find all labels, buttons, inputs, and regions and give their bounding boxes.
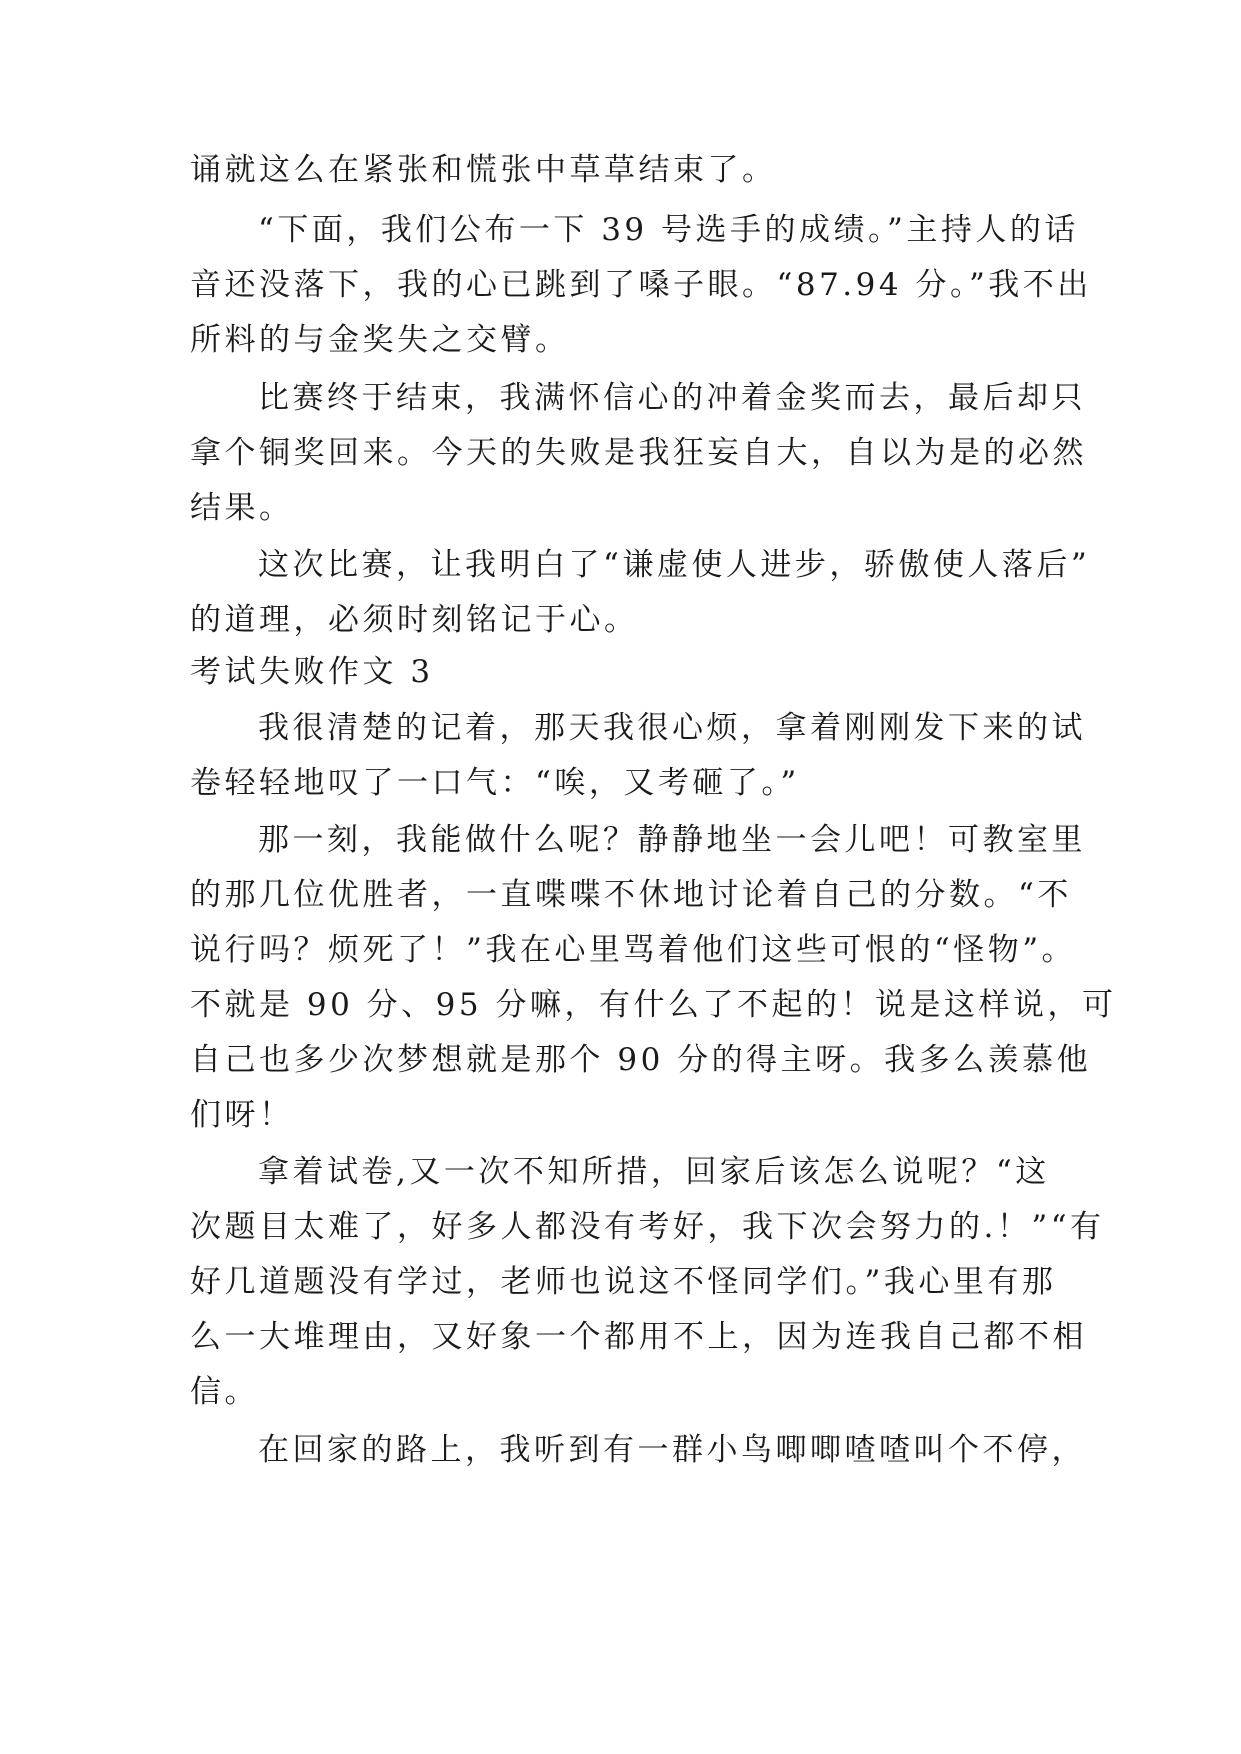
paragraph-first-line: 那一刻，我能做什么呢？静静地坐一会儿吧！可教室里 [258, 822, 1086, 858]
paragraph-first-line: 我很清楚的记着，那天我很心烦，拿着刚刚发下来的试 [258, 710, 1086, 746]
paragraph-first-line: 这次比赛，让我明白了“谦虚使人进步，骄傲使人落后” [258, 547, 1091, 583]
section-title: 考试失败作文 3 [190, 654, 434, 690]
text-line: 么一大堆理由，又好象一个都用不上，因为连我自己都不相 [190, 1319, 1087, 1355]
text-line: 说行吗？烦死了！”我在心里骂着他们这些可恨的“怪物”。 [190, 932, 1077, 968]
paragraph-first-line: 拿着试卷,又一次不知所措，回家后该怎么说呢？“这 [258, 1154, 1050, 1190]
text-line: 的道理，必须时刻铭记于心。 [190, 602, 639, 638]
text-line: 诵就这么在紧张和慌张中草草结束了。 [190, 152, 777, 188]
text-line: 卷轻轻地叹了一口气：“唉，又考砸了。” [190, 765, 800, 801]
text-line: 信。 [190, 1374, 259, 1410]
text-line: 不就是 90 分、95 分嘛，有什么了不起的！说是这样说，可 [190, 987, 1117, 1023]
paragraph-first-line: 在回家的路上，我听到有一群小鸟唧唧喳喳叫个不停， [258, 1432, 1086, 1468]
text-line: 的那几位优胜者，一直喋喋不休地讨论着自己的分数。“不 [190, 877, 1072, 913]
text-line: 所料的与金奖失之交臂。 [190, 322, 570, 358]
text-line: 音还没落下，我的心已跳到了嗓子眼。“87.94 分。”我不出 [190, 267, 1092, 303]
text-line: 自己也多少次梦想就是那个 90 分的得主呀。我多么羡慕他 [190, 1042, 1092, 1078]
text-line: 好几道题没有学过，老师也说这不怪同学们。”我心里有那 [190, 1264, 1057, 1300]
paragraph-first-line: “下面，我们公布一下 39 号选手的成绩。”主持人的话 [258, 212, 1079, 248]
text-line: 们呀！ [190, 1097, 294, 1133]
text-line: 拿个铜奖回来。今天的失败是我狂妄自大，自以为是的必然 [190, 435, 1087, 471]
paragraph-first-line: 比赛终于结束，我满怀信心的冲着金奖而去，最后却只 [258, 380, 1086, 416]
text-line: 结果。 [190, 490, 294, 526]
text-line: 次题目太难了，好多人都没有考好，我下次会努力的.！”“有 [190, 1209, 1105, 1245]
